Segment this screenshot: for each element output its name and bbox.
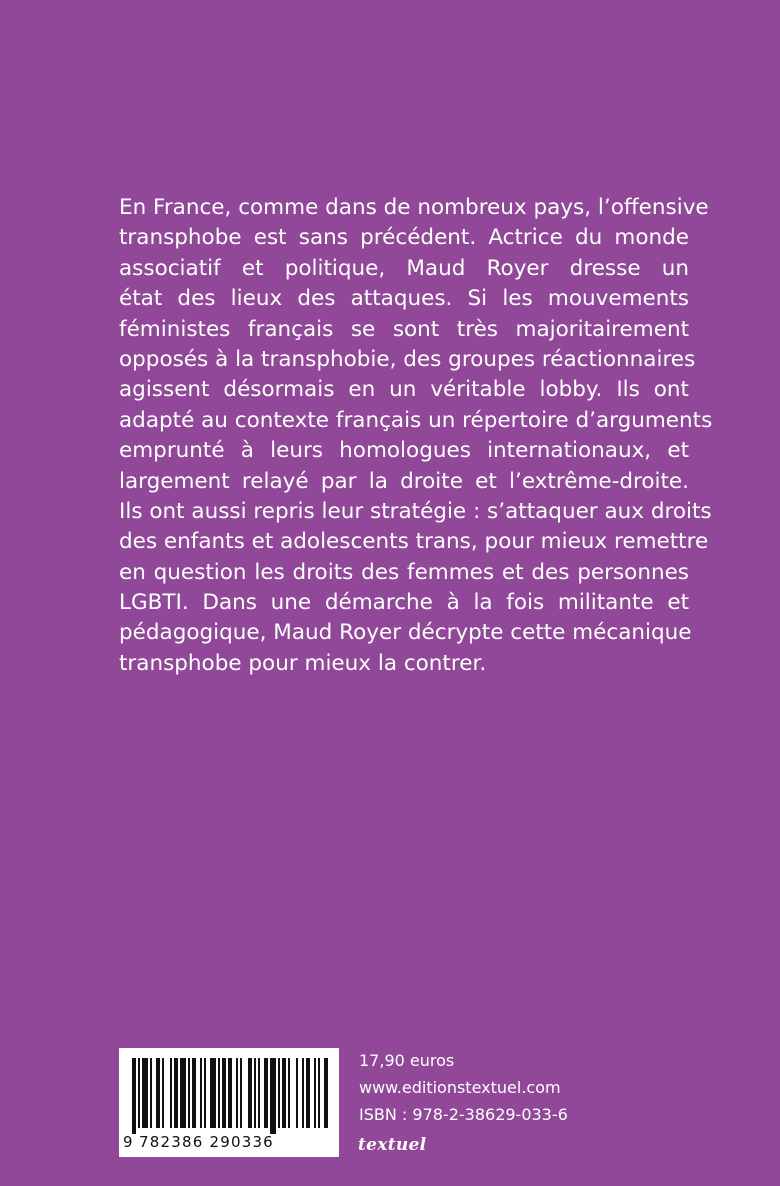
barcode-bar bbox=[296, 1058, 298, 1128]
barcode-digits bbox=[123, 1133, 335, 1151]
barcode-digit-first: 9 bbox=[123, 1133, 133, 1151]
barcode-bar bbox=[162, 1058, 164, 1128]
blurb-line: opposés à la transphobie, des groupes réactionnaires bbox=[119, 346, 696, 372]
barcode-bar bbox=[240, 1058, 242, 1128]
barcode-bar bbox=[204, 1058, 206, 1128]
barcode-bar bbox=[222, 1058, 226, 1128]
back-cover-blurb bbox=[119, 193, 713, 679]
barcode-bar bbox=[192, 1058, 196, 1128]
blurb-line: adapté au contexte français un répertoire d’arguments bbox=[119, 407, 713, 433]
barcode-bar bbox=[188, 1058, 190, 1128]
barcode-bar bbox=[254, 1058, 256, 1128]
blurb-line: des enfants et adolescents trans, pour mieux remettre bbox=[119, 529, 709, 555]
barcode-bar bbox=[142, 1058, 148, 1128]
blurb-line: transphobe est sans précédent. Actrice du monde bbox=[119, 225, 689, 251]
blurb-line: associatif et politique, Maud Royer dresse un bbox=[119, 255, 689, 281]
barcode-bar bbox=[200, 1058, 202, 1128]
blurb-line: féministes français se sont très majoritairement bbox=[119, 316, 689, 342]
barcode-bar bbox=[170, 1058, 172, 1128]
blurb-line: LGBTI. Dans une démarche à la fois militante et bbox=[119, 590, 689, 616]
barcode-bar bbox=[138, 1058, 140, 1128]
barcode-bar bbox=[288, 1058, 290, 1128]
barcode-bar bbox=[258, 1058, 260, 1128]
blurb-line: transphobe pour mieux la contrer. bbox=[119, 650, 487, 676]
barcode-bar bbox=[318, 1058, 320, 1128]
barcode-bar bbox=[314, 1058, 316, 1128]
blurb-line: En France, comme dans de nombreux pays, l’offensive bbox=[119, 195, 709, 220]
blurb-line: largement relayé par la droite et l’extrême-droite. bbox=[119, 468, 689, 494]
publisher-logo: textuel bbox=[358, 1135, 427, 1155]
blurb-line: emprunté à leurs homologues internationaux, et bbox=[119, 438, 689, 464]
barcode-bar bbox=[218, 1058, 220, 1128]
price: 17,90 euros bbox=[359, 1051, 455, 1070]
book-meta bbox=[359, 1047, 568, 1128]
barcode-bar bbox=[180, 1058, 186, 1128]
barcode-bar bbox=[324, 1058, 328, 1128]
blurb-line: pédagogique, Maud Royer décrypte cette mécanique bbox=[119, 620, 692, 646]
barcode-bar bbox=[174, 1058, 178, 1128]
isbn-number: ISBN : 978-2-38629-033-6 bbox=[359, 1105, 568, 1124]
blurb-line: Ils ont aussi repris leur stratégie : s’attaquer aux droits bbox=[119, 498, 712, 524]
barcode-bar bbox=[282, 1058, 286, 1128]
barcode-bar bbox=[132, 1058, 136, 1134]
blurb-line: en question les droits des femmes et des personnes bbox=[119, 559, 689, 585]
barcode-bar bbox=[156, 1058, 160, 1128]
isbn-barcode bbox=[119, 1048, 339, 1157]
barcode-digit-group-left: 782386 bbox=[139, 1133, 204, 1151]
blurb-line: agissent désormais en un véritable lobby. Ils ont bbox=[119, 377, 689, 403]
barcode-bar bbox=[302, 1058, 304, 1128]
barcode-bar bbox=[228, 1058, 232, 1128]
barcode-bar bbox=[150, 1058, 152, 1128]
barcode-digit-group-right: 290336 bbox=[209, 1133, 274, 1151]
barcode-bar bbox=[210, 1058, 216, 1128]
barcode-bar bbox=[236, 1058, 238, 1128]
barcode-bar bbox=[306, 1058, 310, 1128]
publisher-website: www.editionstextuel.com bbox=[359, 1078, 561, 1097]
barcode-bar bbox=[248, 1058, 252, 1128]
barcode-bar bbox=[278, 1058, 280, 1128]
barcode-bar bbox=[264, 1058, 268, 1128]
barcode-bars bbox=[132, 1058, 328, 1134]
barcode-bar bbox=[270, 1058, 276, 1134]
blurb-line: état des lieux des attaques. Si les mouvements bbox=[119, 286, 689, 312]
